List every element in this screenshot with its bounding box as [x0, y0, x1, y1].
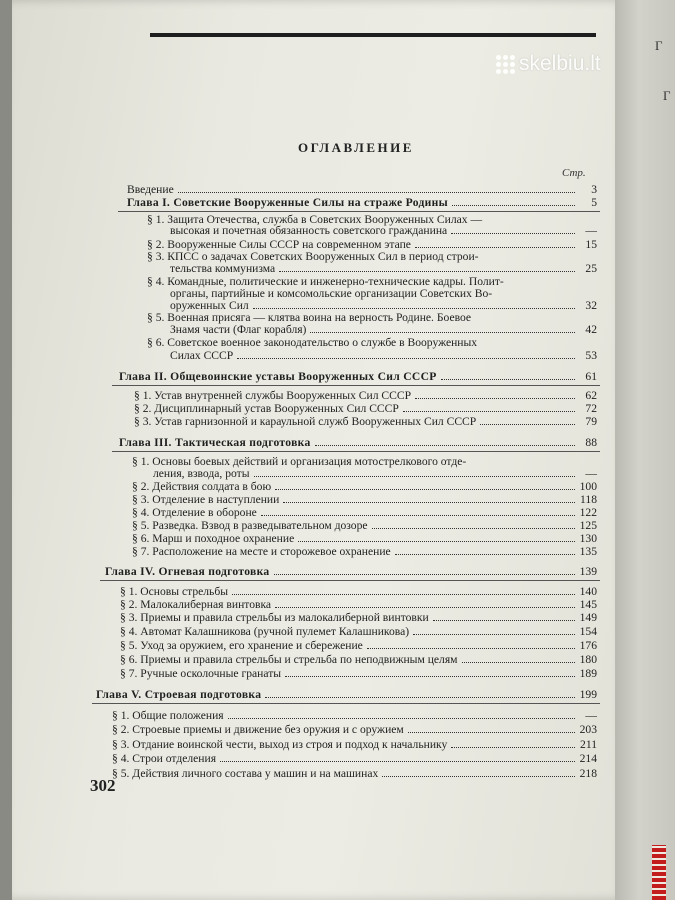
toc-entry-line: § 6. Советское военное законодательство о службе в Вооруженных	[147, 336, 478, 349]
toc-entry: § 3. Приемы и правила стрельбы из малокалиберной винтовки 149	[120, 611, 597, 624]
toc-entry: § 2. Малокалиберная винтовка 145	[120, 598, 597, 611]
toc-entry-line: § 1. Защита Отечества, служба в Советских Вооруженных Силах —	[147, 213, 483, 226]
toc-entry: § 2. Строевые приемы и движение без оружия и с оружием 203	[112, 723, 597, 736]
toc-entry: § 4. Автомат Калашникова (ручной пулемет Калашникова) 154	[120, 625, 597, 638]
toc-entry: § 4. Отделение в обороне 122	[132, 506, 597, 519]
toc-chapter: Глава III. Тактическая подготовка 88	[119, 436, 597, 449]
toc-entry: § 4. Строи отделения 214	[112, 752, 597, 765]
toc-entry: § 7. Ручные осколочные гранаты 189	[120, 667, 597, 680]
toc-entry: § 5. Разведка. Взвод в разведывательном дозоре 125	[132, 519, 597, 532]
toc-entry: § 1. Устав внутренней службы Вооруженных Сил СССР 62	[134, 389, 597, 402]
divider	[118, 211, 600, 212]
toc-entry-line: § 1. Основы боевых действий и организация мотострелкового отде-	[132, 455, 467, 468]
page-title: ОГЛАВЛЕНИЕ	[298, 140, 414, 155]
toc-entry-line: органы, партийные и комсомольские организации Советских Во-	[170, 287, 493, 300]
divider	[112, 451, 600, 452]
toc-entry: Введение 3	[127, 183, 597, 196]
toc-entry: § 2. Действия солдата в бою 100	[132, 480, 597, 493]
toc-entry: § 5. Действия личного состава у машин и на машинах 218	[112, 767, 597, 780]
toc-entry: § 6. Приемы и правила стрельбы и стрельба по неподвижным целям 180	[120, 653, 597, 666]
toc-entry-line: § 3. КПСС о задачах Советских Вооруженных Сил в период строи-	[147, 250, 479, 263]
toc-entry: Силах СССР 53	[170, 349, 597, 362]
toc-entry: § 3. Устав гарнизонной и караульной служб Вооруженных Сил СССР 79	[134, 415, 597, 428]
toc-entry: § 7. Расположение на месте и сторожевое охранение 135	[132, 545, 597, 558]
toc-entry: § 2. Вооруженные Силы СССР на современном этапе 15	[147, 238, 597, 251]
toc-entry: § 1. Общие положения —	[112, 709, 597, 722]
toc-entry: § 6. Марш и походное охранение 130	[132, 532, 597, 545]
toc-entry: § 3. Отдание воинской чести, выход из строя и подход к начальнику 211	[112, 738, 597, 751]
toc-chapter: Глава V. Строевая подготовка 199	[96, 688, 597, 701]
divider	[92, 703, 600, 704]
toc-chapter: Глава IV. Огневая подготовка 139	[105, 565, 597, 578]
divider	[100, 580, 600, 581]
toc-entry-line: § 5. Военная присяга — клятва воина на верность Родине. Боевое	[147, 311, 472, 324]
watermark-text: skelbiu.lt	[519, 52, 601, 75]
toc-entry: оруженных Сил 32	[170, 299, 597, 312]
toc-chapter: Глава I. Советские Вооруженные Силы на страже Родины 5	[127, 196, 597, 209]
divider	[112, 385, 600, 386]
toc-entry: § 1. Основы стрельбы 140	[120, 585, 597, 598]
toc-entry: ления, взвода, роты —	[153, 467, 597, 480]
toc-entry: § 2. Дисциплинарный устав Вооруженных Сил СССР 72	[134, 402, 597, 415]
facing-page-letter: Г	[663, 88, 671, 103]
toc-entry: § 3. Отделение в наступлении 118	[132, 493, 597, 506]
toc-entry: § 5. Уход за оружием, его хранение и сбережение 176	[120, 639, 597, 652]
facing-page-letter: Г	[655, 38, 663, 53]
page-column-label: Стр.	[562, 167, 586, 179]
toc-entry: Знамя части (Флаг корабля) 42	[170, 323, 597, 336]
toc-entry: тельства коммунизма 25	[170, 262, 597, 275]
toc-entry: высокая и почетная обязанность советского гражданина —	[170, 224, 597, 237]
toc-entry-line: § 4. Командные, политические и инженерно-технические кадры. Полит-	[147, 275, 504, 288]
toc-chapter: Глава II. Общевоинские уставы Вооруженных Сил СССР 61	[119, 370, 597, 383]
page-number: 302	[90, 776, 116, 795]
